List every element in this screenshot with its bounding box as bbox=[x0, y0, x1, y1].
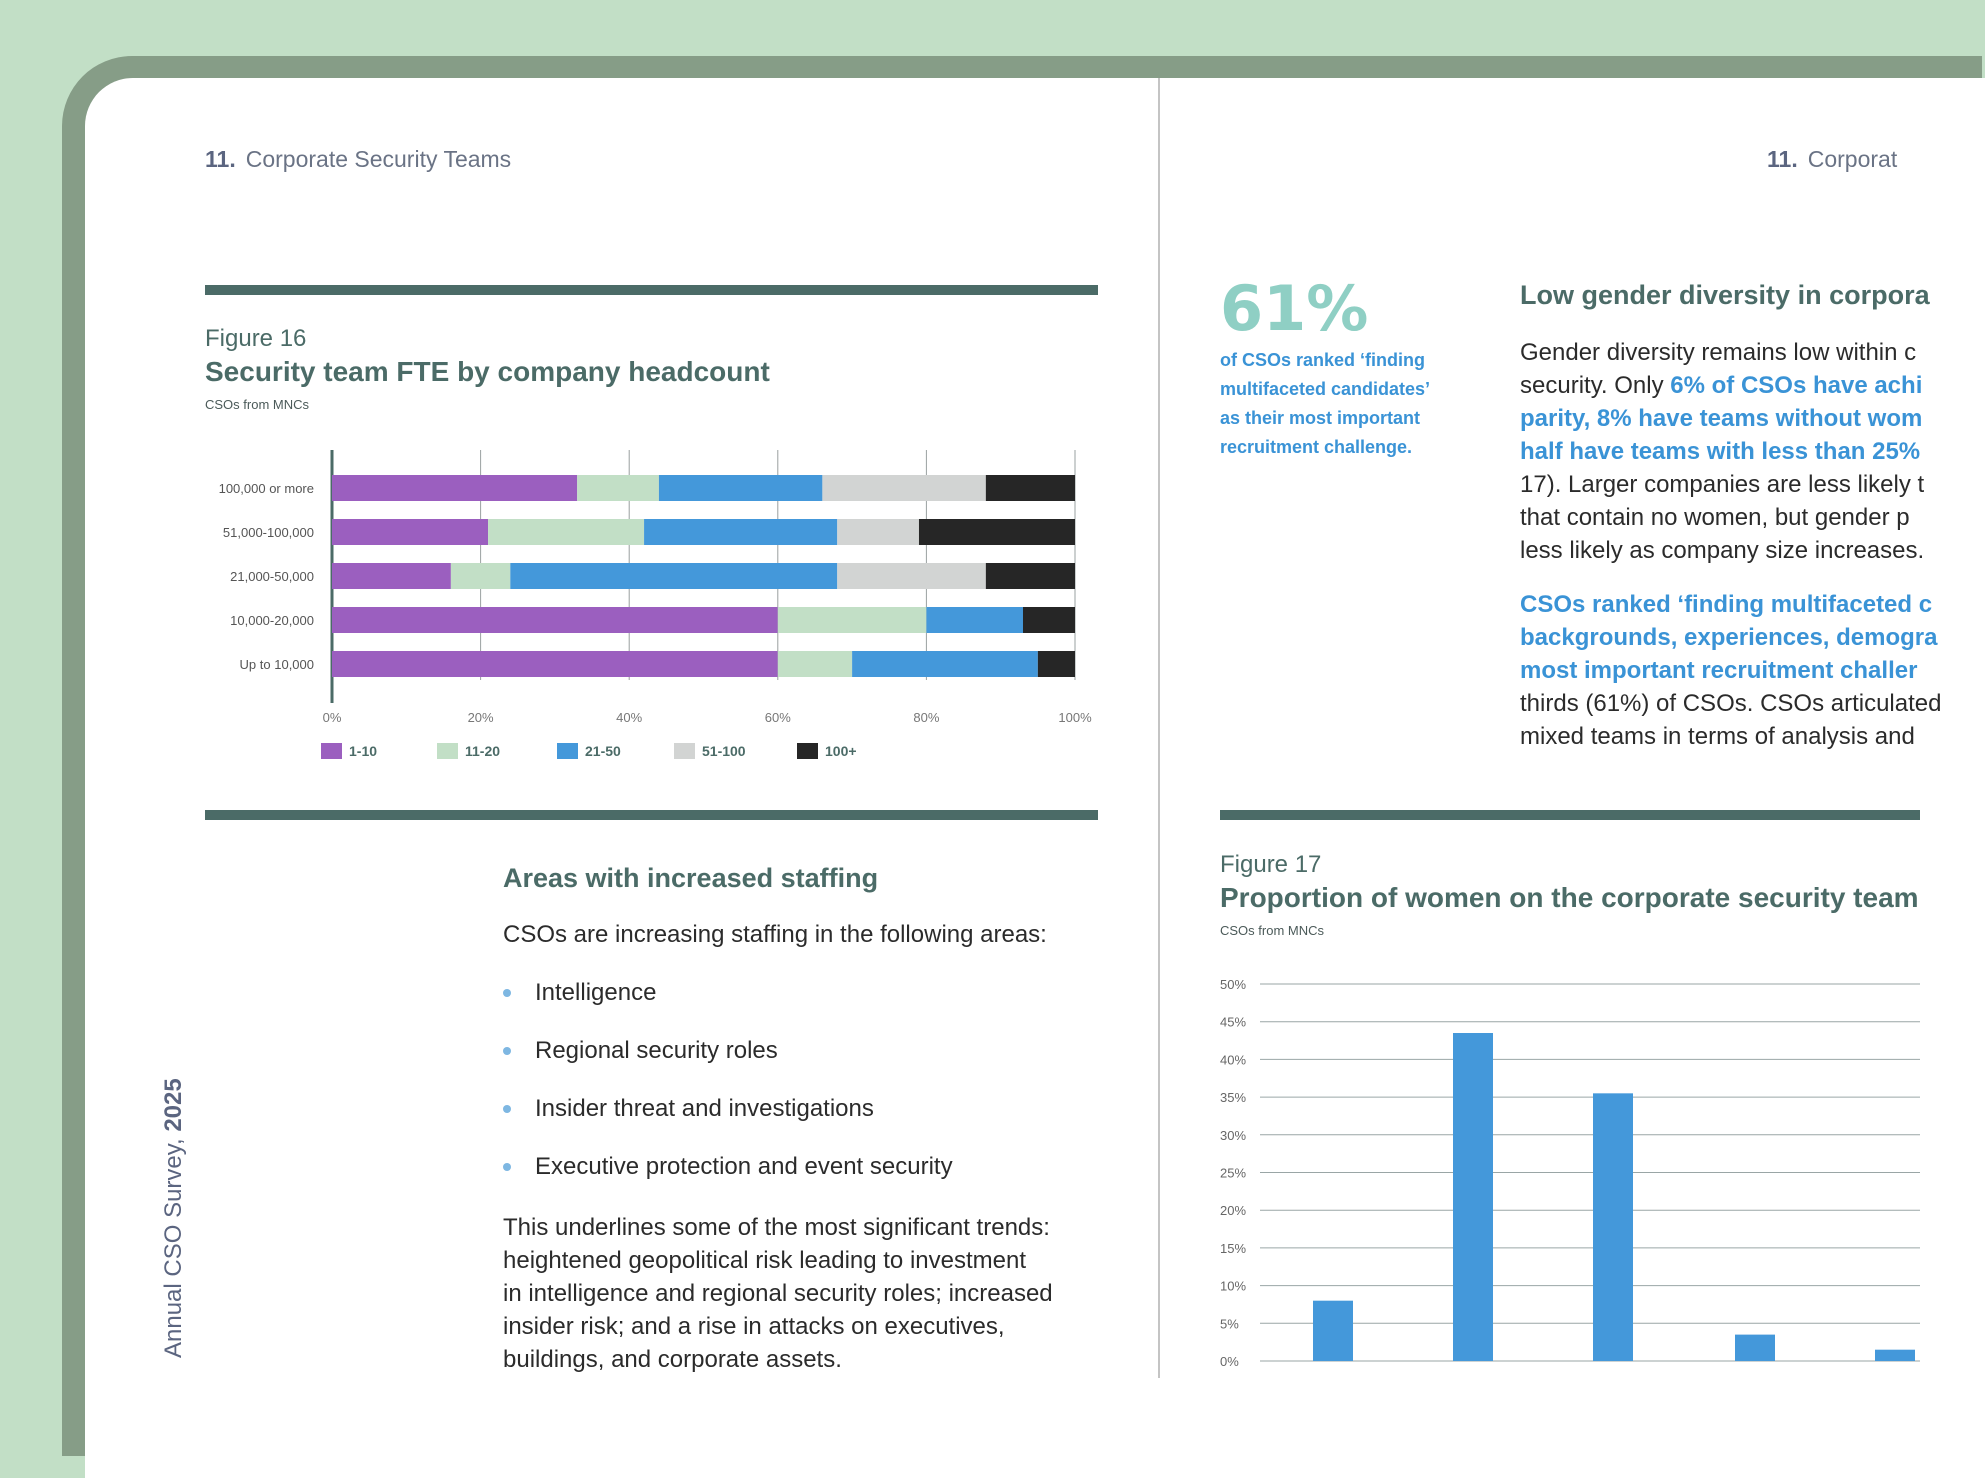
caption-line: as their most important bbox=[1220, 408, 1421, 428]
bar-segment-21-50 bbox=[510, 563, 837, 589]
bullet-icon bbox=[503, 989, 511, 997]
paragraph-line: Gender diversity remains low within c bbox=[1520, 339, 1917, 366]
chapter-title: Corporate Security Teams bbox=[245, 146, 512, 172]
paragraph-line: 17). Larger companies are less likely t bbox=[1520, 471, 1925, 498]
publication-label bbox=[160, 1078, 188, 1358]
figure-title: Security team FTE by company headcount bbox=[205, 356, 770, 387]
figure-subtitle-right: CSOs from MNCs bbox=[1220, 923, 1324, 938]
bar-segment-1-10 bbox=[332, 607, 778, 633]
paragraph-line: less likely as company size increases. bbox=[1520, 537, 1925, 564]
bullet-text: Insider threat and investigations bbox=[535, 1095, 874, 1122]
paragraph-line: insider risk; and a rise in attacks on executives, bbox=[503, 1313, 1005, 1340]
legend-label: 100+ bbox=[825, 743, 857, 759]
bar bbox=[1875, 1350, 1915, 1361]
paragraph-line: most important recruitment challer bbox=[1520, 657, 1918, 684]
y-tick-label: 50% bbox=[1220, 977, 1247, 992]
paragraph-line: buildings, and corporate assets. bbox=[503, 1346, 842, 1373]
paragraph-line: in intelligence and regional security roles; increased bbox=[503, 1280, 1053, 1307]
figure-number: Figure 16 bbox=[205, 325, 307, 352]
x-tick-label: 60% bbox=[764, 710, 791, 725]
bar-segment-51-100 bbox=[837, 519, 919, 545]
bar-segment-51-100 bbox=[822, 475, 985, 501]
bar-segment-21-50 bbox=[644, 519, 837, 545]
bullet-icon bbox=[503, 1047, 511, 1055]
legend-swatch bbox=[557, 743, 578, 759]
bar-segment-100+ bbox=[986, 563, 1075, 589]
bullet-text: Intelligence bbox=[535, 979, 657, 1006]
bullet-list bbox=[503, 978, 953, 1210]
legend-swatch bbox=[797, 743, 818, 759]
figure-subtitle: CSOs from MNCs bbox=[205, 397, 309, 412]
list-item bbox=[503, 1036, 953, 1094]
legend-label: 21-50 bbox=[585, 743, 621, 759]
bullet-icon bbox=[503, 1105, 511, 1113]
y-tick-label: 5% bbox=[1220, 1316, 1239, 1332]
x-tick-label: 0% bbox=[322, 710, 342, 725]
paragraph-line: parity, 8% have teams without wom bbox=[1520, 405, 1923, 432]
bar bbox=[1593, 1093, 1633, 1361]
x-tick-label: 80% bbox=[913, 710, 940, 725]
caption-line: of CSOs ranked ‘finding bbox=[1220, 350, 1426, 370]
caption-line: recruitment challenge. bbox=[1220, 437, 1413, 457]
highlight-text: 6% of CSOs have achi bbox=[1670, 372, 1923, 399]
bar-chart bbox=[1210, 960, 1920, 1369]
bar-segment-100+ bbox=[1023, 607, 1075, 633]
gender-paragraph bbox=[1520, 336, 1924, 567]
bullet-text: Executive protection and event security bbox=[535, 1153, 953, 1180]
key-stat: 61% bbox=[1220, 272, 1369, 345]
running-head-right bbox=[1767, 146, 1897, 173]
bar-segment-21-50 bbox=[852, 651, 1038, 677]
legend-swatch bbox=[321, 743, 342, 759]
category-label: 10,000-20,000 bbox=[230, 613, 314, 628]
bar-segment-100+ bbox=[1038, 651, 1075, 677]
section-heading-right: Low gender diversity in corpora bbox=[1520, 280, 1930, 310]
legend-label: 51-100 bbox=[702, 743, 746, 759]
bar-segment-1-10 bbox=[332, 475, 577, 501]
list-item bbox=[503, 978, 953, 1036]
x-tick-label: 40% bbox=[616, 710, 643, 725]
intro-text: CSOs are increasing staffing in the following areas: bbox=[503, 921, 1047, 948]
paragraph-line: heightened geopolitical risk leading to investment bbox=[503, 1247, 1026, 1274]
bar bbox=[1735, 1335, 1775, 1361]
legend-label: 11-20 bbox=[465, 743, 501, 759]
bar-segment-21-50 bbox=[926, 607, 1023, 633]
running-head-left bbox=[205, 146, 511, 173]
bar-segment-11-20 bbox=[577, 475, 659, 501]
paragraph-line: CSOs ranked ‘finding multifaceted c bbox=[1520, 591, 1933, 618]
figure-title-right: Proportion of women on the corporate security team bbox=[1220, 882, 1919, 913]
paragraph-line bbox=[1520, 369, 1924, 402]
key-stat-caption bbox=[1220, 346, 1470, 462]
body-paragraph bbox=[503, 1211, 1103, 1376]
x-tick-label: 100% bbox=[1058, 710, 1092, 725]
caption-line: multifaceted candidates’ bbox=[1220, 379, 1431, 399]
figure-top-rule-right bbox=[1220, 810, 1920, 820]
plain-text: security. Only bbox=[1520, 372, 1671, 399]
bar-segment-11-20 bbox=[778, 651, 852, 677]
y-tick-label: 35% bbox=[1220, 1090, 1247, 1106]
publication-year: 2025 bbox=[160, 1078, 187, 1132]
paragraph-line: This underlines some of the most significant trends: bbox=[503, 1214, 1050, 1241]
y-tick-label: 45% bbox=[1220, 1014, 1247, 1030]
y-tick-label: 40% bbox=[1220, 1052, 1247, 1068]
bullet-text: Regional security roles bbox=[535, 1037, 778, 1064]
paragraph-line: backgrounds, experiences, demogra bbox=[1520, 624, 1938, 651]
category-label: 100,000 or more bbox=[218, 481, 314, 496]
figure-number-right: Figure 17 bbox=[1220, 851, 1322, 878]
publication-title: Annual CSO Survey, bbox=[160, 1131, 187, 1358]
bar bbox=[1453, 1033, 1493, 1361]
section-heading: Areas with increased staffing bbox=[503, 863, 879, 893]
paragraph-line: mixed teams in terms of analysis and bbox=[1520, 723, 1915, 750]
bar-segment-1-10 bbox=[332, 519, 488, 545]
recruitment-paragraph bbox=[1520, 588, 1941, 753]
bar-segment-21-50 bbox=[659, 475, 822, 501]
legend-swatch bbox=[674, 743, 695, 759]
bullet-icon bbox=[503, 1163, 511, 1171]
y-tick-label: 20% bbox=[1220, 1203, 1247, 1219]
paragraph-line: thirds (61%) of CSOs. CSOs articulated bbox=[1520, 690, 1942, 717]
page-spine bbox=[1158, 78, 1160, 1378]
y-tick-label: 0% bbox=[1220, 1354, 1239, 1369]
legend-swatch bbox=[437, 743, 458, 759]
category-label: 51,000-100,000 bbox=[222, 525, 314, 540]
bar-segment-1-10 bbox=[332, 563, 451, 589]
y-tick-label: 15% bbox=[1220, 1240, 1247, 1256]
chapter-number: 11. bbox=[1767, 146, 1798, 172]
bar-segment-11-20 bbox=[488, 519, 644, 545]
chapter-number: 11. bbox=[205, 146, 236, 172]
bar-segment-51-100 bbox=[837, 563, 986, 589]
bar-segment-100+ bbox=[986, 475, 1075, 501]
figure-top-rule bbox=[205, 285, 1098, 295]
paragraph-line: half have teams with less than 25% bbox=[1520, 438, 1921, 465]
bar-segment-11-20 bbox=[451, 563, 510, 589]
list-item bbox=[503, 1094, 953, 1152]
bar-segment-100+ bbox=[919, 519, 1075, 545]
x-tick-label: 20% bbox=[467, 710, 494, 725]
y-tick-label: 25% bbox=[1220, 1165, 1247, 1181]
category-label: Up to 10,000 bbox=[239, 657, 314, 672]
stacked-bar-chart bbox=[160, 420, 1110, 770]
list-item bbox=[503, 1152, 953, 1210]
category-label: 21,000-50,000 bbox=[230, 569, 314, 584]
chapter-title: Corporat bbox=[1807, 146, 1898, 172]
bar-segment-1-10 bbox=[332, 651, 778, 677]
bar bbox=[1313, 1301, 1353, 1361]
bar-segment-11-20 bbox=[778, 607, 927, 633]
legend-label: 1-10 bbox=[349, 743, 378, 759]
figure-bottom-rule bbox=[205, 810, 1098, 820]
y-tick-label: 30% bbox=[1220, 1127, 1247, 1143]
y-tick-label: 10% bbox=[1220, 1278, 1247, 1294]
paragraph-line: that contain no women, but gender p bbox=[1520, 504, 1910, 531]
